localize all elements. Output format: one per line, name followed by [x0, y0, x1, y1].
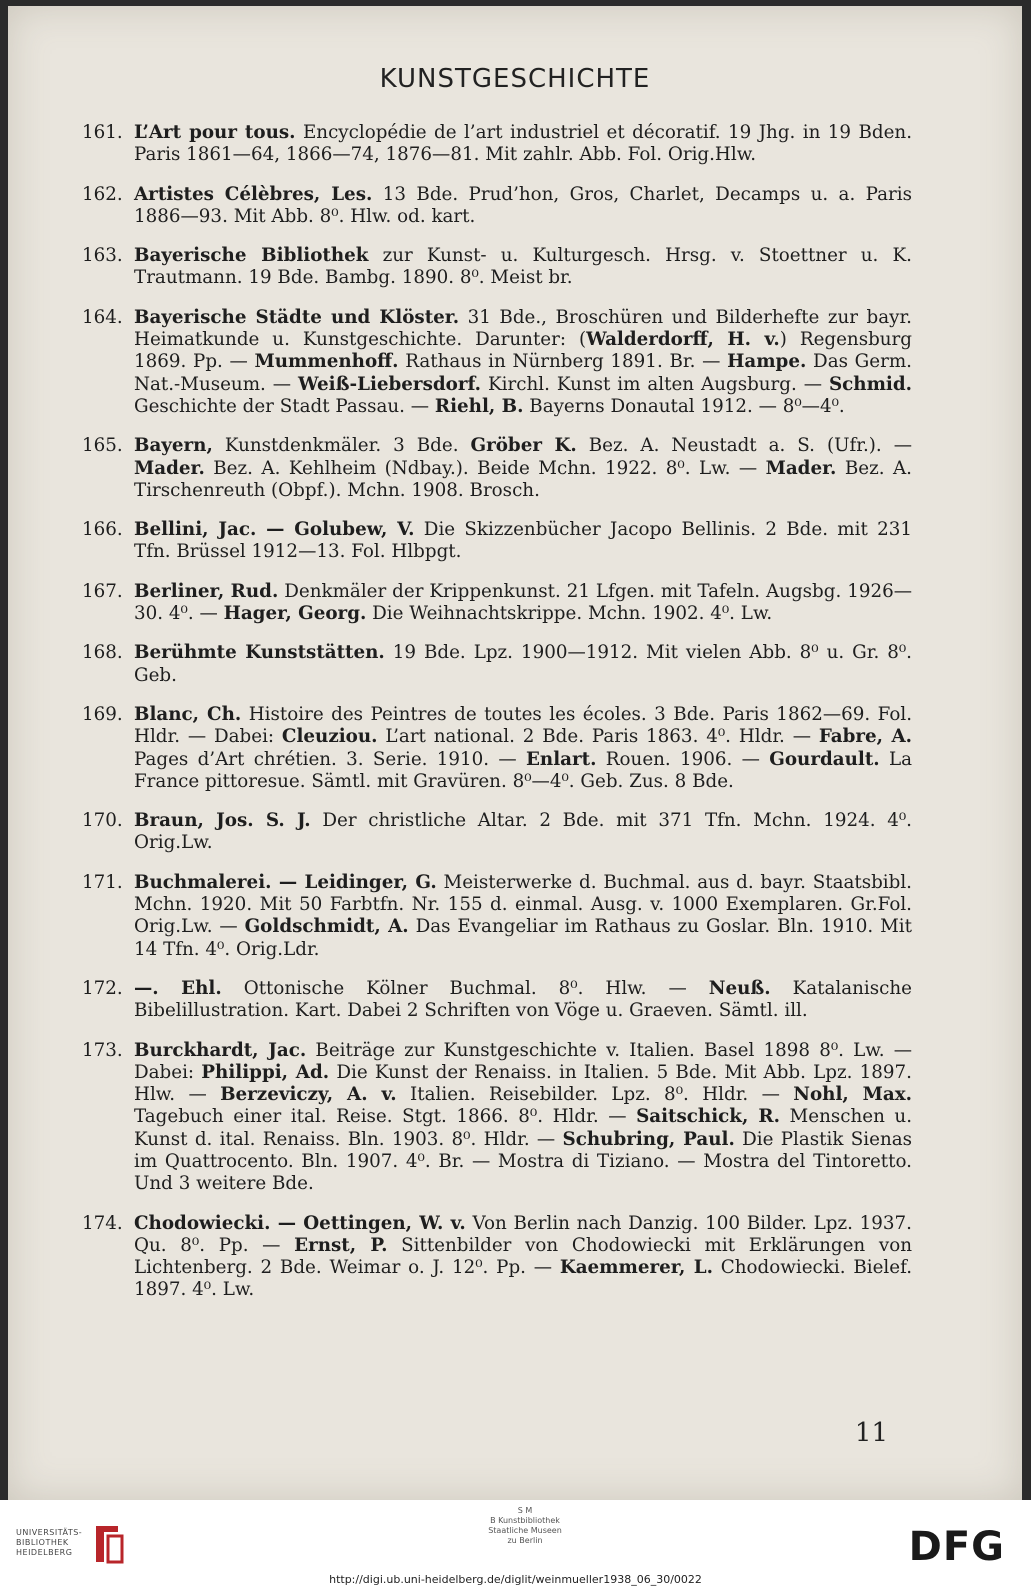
entry-author: Bellini, Jac. — Golubew, V. — [134, 519, 415, 541]
entry-number: 166. — [82, 519, 123, 541]
entry-text — [134, 519, 912, 564]
entry-author: Bayerische Bibliothek — [134, 245, 369, 267]
entry-description: ) Regensburg 1869. Pp. — — [134, 329, 912, 373]
entry-author: Saitschick, R. — [636, 1106, 780, 1128]
entry-number: 169. — [82, 703, 123, 725]
entry-text — [134, 872, 912, 961]
entry-author: —. Ehl. — [134, 977, 222, 999]
entry-number: 172. — [82, 977, 123, 999]
entry-author: Gourdault. — [769, 748, 880, 770]
entry-description: Chodowiecki. Bielef. 1897. 4⁰. Lw. — [134, 1257, 913, 1301]
entry-description: Histoire des Peintres de toutes les écoles. 3 Bde. Paris 1862—69. Fol. Hldr. — Dabei: — [134, 703, 912, 748]
catalog-entry — [82, 642, 912, 687]
entry-author: Philippi, Ad. — [201, 1061, 330, 1083]
entry-number: 168. — [82, 642, 123, 664]
entry-text — [134, 184, 912, 229]
entry-text — [134, 978, 912, 1023]
entry-author: Buchmalerei. — Leidinger, G. — [134, 871, 437, 893]
entry-author: Kaemmerer, L. — [559, 1257, 713, 1279]
entry-author: Cleuziou. — [281, 726, 378, 748]
kunstbibliothek-logo — [470, 1506, 580, 1546]
entry-description: Die Kunst der Renaiss. in Italien. 5 Bde. Mit Abb. Lpz. 1897. Hlw. — — [134, 1061, 912, 1106]
entry-author: Gröber K. — [470, 435, 577, 457]
entry-description: Die Plastik Sienas im Quattrocento. Bln. 1907. 4⁰. Br. — Mostra di Tiziano. — Mostra del Tintoretto. Und 3 weitere Bde. — [134, 1128, 913, 1195]
footer-bar — [0, 1500, 1031, 1588]
entry-text — [134, 1040, 912, 1196]
center-logo-line-2: B Kunstbibliothek — [490, 1516, 560, 1525]
page-number: 11 — [854, 1418, 888, 1448]
entry-description: Beiträge zur Kunstgeschichte v. Italien. Basel 1898 8⁰. Lw. — Dabei: — [134, 1039, 912, 1083]
center-logo-line-1: S M — [517, 1506, 533, 1515]
entry-text — [134, 245, 912, 290]
page-title: KUNSTGESCHICHTE — [379, 64, 651, 94]
entry-description: Italien. Reisebilder. Lpz. 8⁰. Hldr. — — [396, 1084, 794, 1106]
entry-text — [134, 642, 912, 687]
entry-author: L’Art pour tous. — [134, 122, 296, 143]
entry-author: Ernst, P. — [294, 1234, 388, 1256]
catalog-entry — [82, 245, 912, 290]
entry-author: Mader. — [134, 457, 205, 479]
entry-description: Bayerns Donautal 1912. — 8⁰—4⁰. — [523, 395, 845, 417]
entry-author: Fabre, A. — [818, 726, 912, 748]
entry-number: 163. — [82, 245, 123, 267]
entry-author: Berzeviczy, A. v. — [220, 1084, 397, 1106]
entry-number: 174. — [82, 1212, 123, 1234]
entry-author: Berliner, Rud. — [134, 580, 279, 602]
entry-description: Pages d’Art chrétien. 3. Serie. 1910. — — [134, 748, 526, 770]
entry-description: Tagebuch einer ital. Reise. Stgt. 1866. 8⁰. Hldr. — — [134, 1106, 637, 1128]
dfg-logo: DFG — [908, 1524, 1005, 1570]
entry-author: Riehl, B. — [434, 395, 524, 417]
entry-description: Bez. A. Kehlheim (Ndbay.). Beide Mchn. 1922. 8⁰. Lw. — — [204, 457, 766, 479]
entry-author: Mummenhoff. — [254, 351, 399, 373]
entry-author: Bayern, — [134, 435, 213, 457]
entry-list — [82, 122, 912, 1319]
entry-author: Neuß. — [708, 977, 771, 999]
catalog-entry — [82, 978, 912, 1023]
entry-description: Encyclopédie de l’art industriel et décoratif. 19 Jhg. in 19 Bden. Paris 1861—64, 1866—74, 1876—81. Mit zahlr. Abb. Fol. Orig.Hlw. — [134, 122, 912, 166]
entry-number: 173. — [82, 1039, 123, 1061]
entry-description: Rouen. 1906. — — [596, 748, 770, 770]
entry-text — [134, 307, 912, 418]
entry-description: Katalanische Bibelillustration. Kart. Dabei 2 Schriften von Vöge u. Graeven. Sämtl. ill. — [134, 977, 912, 1022]
catalog-entry — [82, 704, 912, 793]
entry-description: Der christliche Altar. 2 Bde. mit 371 Tfn. Mchn. 1924. 4⁰. Orig.Lw. — [134, 810, 912, 854]
entry-description: L’art national. 2 Bde. Paris 1863. 4⁰. Hldr. — — [377, 726, 819, 748]
catalog-entry — [82, 1040, 912, 1196]
entry-description: Von Berlin nach Danzig. 100 Bilder. Lpz. 1937. Qu. 8⁰. Pp. — — [134, 1212, 912, 1256]
entry-author: Hager, Georg. — [223, 603, 367, 625]
source-url[interactable]: http://digi.ub.uni-heidelberg.de/diglit/weinmueller1938_06_30/0022 — [329, 1573, 702, 1586]
entry-description: Meisterwerke d. Buchmal. aus d. bayr. Staatsbibl. Mchn. 1920. Mit 50 Farbtfn. Nr. 155 d. einmal. Ausg. v. 1000 Exemplaren. Gr.Fol. Orig.Lw. — — [134, 871, 912, 938]
entry-description: Rathaus in Nürnberg 1891. Br. — — [398, 351, 728, 373]
entry-author: Artistes Célèbres, Les. — [134, 183, 373, 205]
entry-author: Bayerische Städte und Klöster. — [134, 306, 460, 328]
entry-author: Burckhardt, Jac. — [134, 1039, 307, 1061]
entry-description: Die Weihnachtskrippe. Mchn. 1902. 4⁰. Lw. — [366, 603, 773, 625]
entry-author: Schmid. — [828, 373, 913, 395]
entry-description: Die Skizzenbücher Jacopo Bellinis. 2 Bde. mit 231 Tfn. Brüssel 1912—13. Fol. Hlbpgt. — [134, 519, 912, 563]
entry-author: Nohl, Max. — [793, 1084, 913, 1106]
center-logo-line-4: zu Berlin — [507, 1536, 543, 1545]
entry-author: Hampe. — [727, 351, 807, 373]
uni-line-1: UNIVERSITÄTS- — [16, 1528, 83, 1537]
entry-description: Kirchl. Kunst im alten Augsburg. — — [481, 373, 829, 395]
entry-author: Mader. — [765, 457, 837, 479]
entry-author: Chodowiecki. — Oettingen, W. v. — [134, 1212, 466, 1234]
uni-line-2: BIBLIOTHEK — [16, 1538, 69, 1547]
catalog-entry — [82, 1213, 912, 1302]
entry-number: 164. — [82, 306, 123, 328]
entry-description: 31 Bde., Broschüren und Bilderhefte zur bayr. Heimatkunde u. Kunstgeschichte. Darunter: ( — [134, 306, 912, 351]
entry-description: Geschichte der Stadt Passau. — — [134, 395, 435, 417]
entry-text — [134, 581, 912, 626]
entry-text — [134, 704, 912, 793]
entry-description: La France pittoresue. Sämtl. mit Gravüren. 8⁰—4⁰. Geb. Zus. 8 Bde. — [134, 748, 912, 792]
entry-description: Denkmäler der Krippenkunst. 21 Lfgen. mit Tafeln. Augsbg. 1926—30. 4⁰. — — [134, 580, 913, 625]
entry-number: 161. — [82, 122, 123, 143]
entry-number: 162. — [82, 183, 123, 205]
entry-text — [134, 122, 912, 167]
entry-author: Weiß-Liebersdorf. — [298, 373, 482, 395]
catalog-entry — [82, 122, 912, 167]
entry-text — [134, 810, 912, 855]
center-logo-line-3: Staatliche Museen — [488, 1526, 562, 1535]
entry-number: 167. — [82, 580, 123, 602]
catalog-entry — [82, 307, 912, 418]
entry-text — [134, 1213, 912, 1302]
entry-description: Kunstdenkmäler. 3 Bde. — [212, 435, 471, 457]
entry-author: Goldschmidt, A. — [244, 916, 409, 938]
catalog-entry — [82, 581, 912, 626]
entry-description: Das Evangeliar im Rathaus zu Goslar. Bln. 1910. Mit 14 Tfn. 4⁰. Orig.Ldr. — [134, 916, 912, 960]
entry-description: Sittenbilder von Chodowiecki mit Erklärungen von Lichtenberg. 2 Bde. Weimar o. J. 12⁰. Pp. — — [134, 1234, 912, 1279]
entry-description: Menschen u. Kunst d. ital. Renaiss. Bln. 1903. 8⁰. Hldr. — — [134, 1106, 913, 1150]
entry-author: Braun, Jos. S. J. — [134, 810, 311, 832]
catalog-entry — [82, 184, 912, 229]
entry-author: Blanc, Ch. — [134, 703, 242, 725]
entry-description: Ottonische Kölner Buchmal. 8⁰. Hlw. — — [221, 977, 709, 999]
entry-author: Walderdorff, H. v. — [586, 329, 780, 351]
catalog-entry — [82, 872, 912, 961]
entry-author: Enlart. — [526, 748, 597, 770]
entry-author: Schubring, Paul. — [562, 1128, 735, 1150]
catalog-entry — [82, 810, 912, 855]
catalog-entry — [82, 435, 912, 502]
entry-description: 19 Bde. Lpz. 1900—1912. Mit vielen Abb. 8⁰ u. Gr. 8⁰. Geb. — [134, 642, 912, 686]
entry-number: 171. — [82, 871, 123, 893]
university-library-label — [16, 1528, 82, 1558]
catalog-page — [8, 6, 1022, 1500]
entry-number: 170. — [82, 810, 123, 832]
entry-number: 165. — [82, 435, 123, 457]
entry-author: Berühmte Kunststätten. — [134, 642, 385, 664]
entry-description: zur Kunst- u. Kulturgesch. Hrsg. v. Stoettner u. K. Trautmann. 19 Bde. Bambg. 1890. 8⁰. Meist br. — [134, 245, 912, 289]
entry-description: Bez. A. Tirschenreuth (Obpf.). Mchn. 1908. Brosch. — [134, 457, 912, 501]
entry-text — [134, 435, 912, 502]
entry-description: Das Germ. Nat.-Museum. — — [134, 351, 912, 395]
entry-description: 13 Bde. Prud’hon, Gros, Charlet, Decamps u. a. Paris 1886—93. Mit Abb. 8⁰. Hlw. od. kart. — [134, 183, 912, 227]
catalog-entry — [82, 519, 912, 564]
entry-description: Bez. A. Neustadt a. S. (Ufr.). — — [576, 435, 912, 457]
university-logo-icon — [92, 1524, 126, 1564]
uni-line-3: HEIDELBERG — [16, 1548, 73, 1557]
